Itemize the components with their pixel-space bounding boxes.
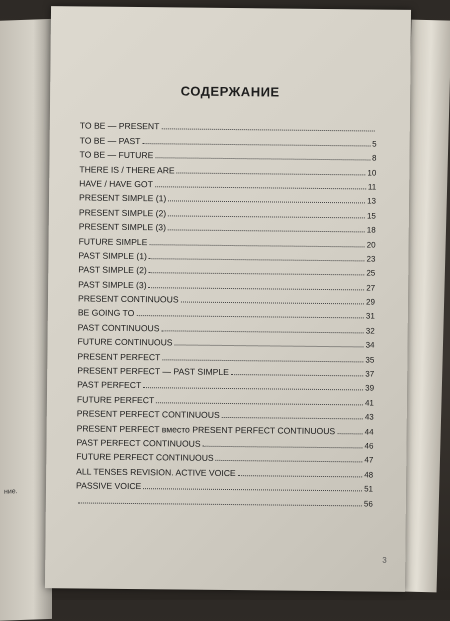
toc-entry-page: 47 [362,456,373,465]
toc-entry-label: PRESENT SIMPLE (3) [79,222,168,233]
toc-entry-label: TO BE — PAST [80,135,143,146]
dot-leader [222,417,363,419]
toc-entry-page: 8 [370,154,377,163]
toc-entry-page: 29 [364,298,375,307]
previous-page-text-fragment: ние. [4,488,18,495]
toc-entry [78,246,375,263]
toc-entry-page: 20 [365,240,376,249]
toc-entry [76,462,373,479]
page-title: СОДЕРЖАНИЕ [50,82,410,101]
previous-page [0,19,52,621]
toc-entry-page: 56 [362,499,373,508]
toc-entry-label: FUTURE CONTINUOUS [77,337,174,348]
toc-entry-label: PASSIVE VOICE [76,481,143,492]
toc-entry-label: BE GOING TO [78,308,137,319]
toc-entry-page: 37 [363,369,374,378]
toc-entry-page: 18 [365,226,376,235]
toc-entry-label: HAVE / HAVE GOT [79,178,155,189]
dot-leader [216,460,363,463]
toc-entry-label: THERE IS / THERE ARE [79,164,176,175]
toc-entry-label: PRESENT CONTINUOUS [78,294,181,305]
dot-leader [231,374,363,376]
toc-entry-page: 13 [365,197,376,206]
toc-entry-label: FUTURE PERFECT CONTINUOUS [76,452,215,463]
toc-entry-page: 27 [364,283,375,292]
toc-entry-page: 32 [364,326,375,335]
toc-entry-label: FUTURE SIMPLE [79,236,150,247]
toc-entry-label: PRESENT SIMPLE (2) [79,207,168,218]
page-number: 3 [382,556,387,565]
toc-entry-page: 35 [363,355,374,364]
toc-entry-page: 48 [362,470,373,479]
toc-entry-page: 34 [364,341,375,350]
dot-leader [78,502,362,506]
toc-entry-page: 31 [364,312,375,321]
toc-entry-label: PRESENT PERFECT [77,351,162,362]
toc-entry-page: 46 [363,441,374,450]
toc-entry-page: 5 [370,139,377,148]
toc-entry-label: PAST PERFECT [77,380,143,391]
toc-entry-page: 41 [363,398,374,407]
toc-entry-label: PAST SIMPLE (2) [78,265,149,276]
toc-entry-page: 15 [365,211,376,220]
toc-entry-label: PAST SIMPLE (3) [78,279,149,290]
toc-entry-label: PRESENT PERFECT вместо PRESENT PERFECT CONTINUOUS [77,423,338,436]
toc-entry [79,188,376,205]
toc-entry-label: ALL TENSES REVISION. ACTIVE VOICE [76,466,238,478]
toc-entry-label: FUTURE PERFECT [77,394,156,405]
toc-entry [76,447,373,464]
contents-page [45,6,411,592]
toc-entry-label: TO BE — FUTURE [79,150,155,161]
toc-entry-label: PAST PERFECT CONTINUOUS [76,437,202,448]
toc-entry-page: 10 [365,168,376,177]
toc-entry-label: PAST SIMPLE (1) [78,250,149,261]
toc-entry-label: PRESENT PERFECT — PAST SIMPLE [77,365,231,377]
toc-entry-page: 43 [363,413,374,422]
dot-leader [337,433,363,434]
toc-entry [78,260,375,277]
toc-entry-page: 11 [366,182,376,191]
toc-entry-page: 51 [362,485,373,494]
toc-entry-page: 23 [364,254,375,263]
table-of-contents [76,116,377,508]
toc-entry-label: TO BE — PRESENT [80,121,162,132]
toc-entry [76,491,373,508]
toc-entry [79,174,376,191]
toc-entry-page: 39 [363,384,374,393]
toc-entry [79,232,376,249]
toc-entry-label: PAST CONTINUOUS [78,322,162,333]
toc-entry [78,275,375,292]
dot-leader [238,475,363,477]
toc-entry [76,476,373,493]
toc-entry [79,160,376,177]
toc-entry-page: 25 [364,269,375,278]
toc-entry-label: PRESENT PERFECT CONTINUOUS [77,409,222,421]
toc-entry [79,217,376,234]
toc-entry-label: PRESENT SIMPLE (1) [79,193,168,204]
toc-entry [79,203,376,220]
toc-entry-page: 44 [363,427,374,436]
